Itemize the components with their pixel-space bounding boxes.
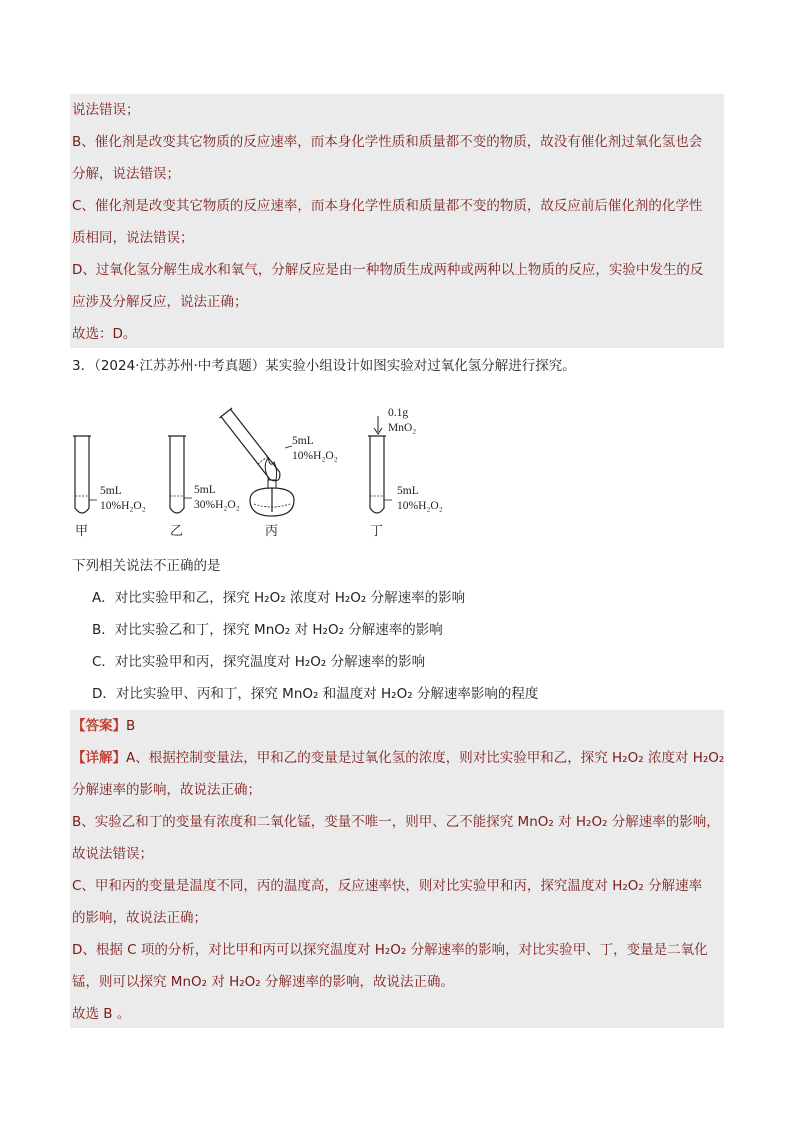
explanation-line: 故说法错误； bbox=[72, 846, 153, 862]
explanation-line: 故选 B 。 bbox=[72, 1006, 131, 1022]
answer-tag: 【答案】 bbox=[72, 718, 126, 734]
experiment-figure bbox=[70, 388, 470, 548]
test-tube-ding bbox=[368, 407, 443, 539]
option-a: A．对比实验甲和乙，探究 H₂O₂ 浓度对 H₂O₂ 分解速率的影响 bbox=[92, 590, 466, 606]
tube-ding-concentration: 10%H₂O₂ bbox=[397, 500, 443, 512]
explanation-line: 的影响，故说法正确； bbox=[72, 910, 207, 926]
explanation-line: D、根据 C 项的分析，对比甲和丙可以探究温度对 H₂O₂ 分解速率的影响，对比实验甲、丁，变量是二氧化 bbox=[72, 942, 708, 958]
tube-yi-concentration: 30%H₂O₂ bbox=[194, 499, 240, 511]
test-tube-yi bbox=[168, 436, 240, 539]
explanation-line: 故选：D。 bbox=[72, 326, 137, 342]
explanation-tag: 【详解】 bbox=[72, 750, 126, 766]
answer-line bbox=[72, 716, 135, 736]
option-b: B．对比实验乙和丁，探究 MnO₂ 对 H₂O₂ 分解速率的影响 bbox=[92, 622, 443, 638]
option-c: C．对比实验甲和丙，探究温度对 H₂O₂ 分解速率的影响 bbox=[92, 654, 426, 670]
tube-yi-volume: 5mL bbox=[194, 484, 216, 496]
mno2-label: MnO₂ bbox=[388, 422, 417, 434]
explanation-line: 分解，说法错误； bbox=[72, 166, 180, 182]
question-stem: 3．（2024·江苏苏州·中考真题）某实验小组设计如图实验对过氧化氢分解进行探究。 bbox=[72, 358, 576, 374]
explanation-line: C、催化剂是改变其它物质的反应速率，而本身化学性质和质量都不变的物质，故反应前后催化剂的化学性 bbox=[72, 198, 703, 214]
tube-ding-volume: 5mL bbox=[397, 485, 419, 497]
explanation-line: 应涉及分解反应，说法正确； bbox=[72, 294, 248, 310]
tube-bing-concentration: 10%H₂O₂ bbox=[292, 450, 338, 462]
test-tube-jia bbox=[73, 436, 146, 539]
explanation-line: B、实验乙和丁的变量有浓度和二氧化锰，变量不唯一，则甲、乙不能探究 MnO₂ 对 H₂O₂ 分解速率的影响， bbox=[72, 814, 720, 830]
test-tube-bing bbox=[219, 408, 337, 539]
question-prompt: 下列相关说法不正确的是 bbox=[72, 558, 221, 574]
tube-bing-volume: 5mL bbox=[292, 435, 314, 447]
tube-yi-label: 乙 bbox=[170, 524, 184, 539]
tube-jia-concentration: 10%H₂O₂ bbox=[100, 500, 146, 512]
explanation-line: B、催化剂是改变其它物质的反应速率，而本身化学性质和质量都不变的物质，故没有催化剂过氧化氢也会 bbox=[72, 134, 703, 150]
tube-bing-label: 丙 bbox=[265, 524, 279, 539]
explanation-line: 分解速率的影响，故说法正确； bbox=[72, 782, 261, 798]
explanation-line: 锰，则可以探究 MnO₂ 对 H₂O₂ 分解速率的影响，故说法正确。 bbox=[72, 974, 455, 990]
explanation-line: D、过氧化氢分解生成水和氧气，分解反应是由一种物质生成两种或两种以上物质的反应，实验中发生的反 bbox=[72, 262, 704, 278]
explanation-text: A、根据控制变量法，甲和乙的变量是过氧化氢的浓度，则对比实验甲和乙，探究 H₂O₂ 浓度对 H₂O₂ bbox=[126, 750, 725, 766]
option-d: D．对比实验甲、丙和丁，探究 MnO₂ 和温度对 H₂O₂ 分解速率影响的程度 bbox=[92, 686, 539, 702]
explanation-line: C、甲和丙的变量是温度不同，丙的温度高，反应速率快，则对比实验甲和丙，探究温度对 H₂O₂ 分解速率 bbox=[72, 878, 703, 894]
explanation-line: 质相同，说法错误； bbox=[72, 230, 194, 246]
tube-ding-label: 丁 bbox=[370, 524, 384, 539]
tube-jia-volume: 5mL bbox=[100, 485, 122, 497]
explanation-first-line bbox=[72, 748, 724, 768]
explanation-line: 说法错误； bbox=[72, 102, 140, 118]
answer-value: B bbox=[126, 718, 136, 734]
tube-jia-label: 甲 bbox=[75, 524, 89, 539]
mno2-mass: 0.1g bbox=[388, 407, 409, 419]
